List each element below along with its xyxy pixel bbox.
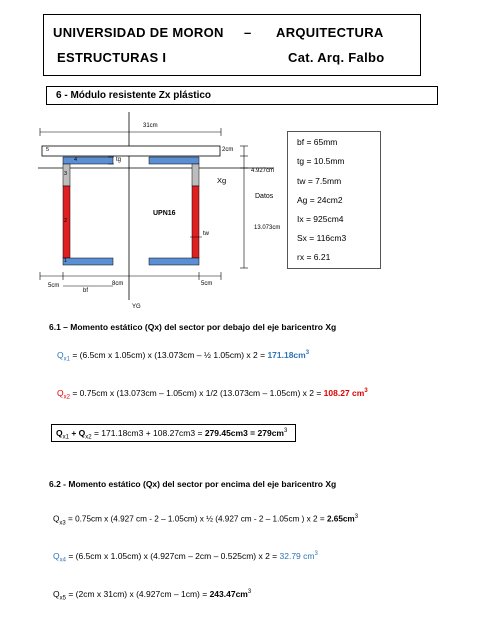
sector-1-label: 1	[64, 258, 68, 264]
tw-label: tw	[203, 231, 209, 237]
dim-5cm-left-label: 5cm	[48, 283, 60, 289]
ag-value: Ag = 24cm2	[297, 195, 343, 205]
sector-3-label: 3	[64, 171, 68, 177]
qx5-formula: $Q_{x5} = (2cm$ x 31cm) x $(4.927cm - 1cm) = 243.47cm^3$	[53, 589, 252, 602]
career-name: ARQUITECTURA	[276, 25, 384, 40]
tw-value: tw = 7.5mm	[297, 176, 342, 186]
header-dash: –	[244, 25, 252, 40]
qx4-formula: $Q_{x4} = (6.5cm$ x 1.05cm) x (4.927cm – 2cm – 0.525cm) x 2 = 32.79 $cm^3$	[53, 551, 318, 564]
sx-value: Sx = 116cm3	[297, 233, 347, 243]
qx2-formula: $Q_{x2} = 0.75cm$ x (13.073cm – 1.05cm) x 1/2 (13.073cm – 1.05cm) x 2 = 108.27 $cm^3$	[57, 388, 368, 401]
dim-13073-label: 13.073cm	[254, 225, 281, 231]
sector-4-label: 4	[74, 157, 78, 163]
right-top-flange	[149, 157, 199, 164]
qx3-formula: $Q_{x3} = 0.75cm$ x (4.927 cm - 2 – 1.05cm) x ½ (4.927 cm - 2 – 1.05cm ) x $2 = 2.65cm^3$	[53, 514, 359, 527]
bf-label: bf	[83, 288, 89, 294]
section-6-title: 6 - Módulo resistente Zx plástico	[46, 86, 438, 105]
left-top-flange	[63, 157, 113, 164]
yg-label: YG	[132, 304, 141, 310]
right-web-upper	[192, 164, 199, 186]
profile-label: UPN16	[153, 210, 176, 217]
tg-label: tg	[116, 157, 122, 163]
ix-value: Ix = 925cm4	[297, 214, 344, 224]
dim-2cm-label: 2cm	[222, 147, 234, 153]
left-bottom-flange	[63, 258, 113, 265]
right-bottom-flange	[149, 258, 199, 265]
chair-name: Cat. Arq. Falbo	[288, 50, 385, 65]
university-name: UNIVERSIDAD DE MORON	[53, 25, 224, 40]
course-name: ESTRUCTURAS I	[57, 50, 167, 65]
right-web-lower	[192, 186, 199, 258]
qx1-formula: $Q_{x1} = (6.5cm$ x 1.05cm) x (13.073cm – ½ 1.05cm) x $2 = 171.18cm^3$	[57, 350, 310, 363]
dim-8cm-label: 8cm	[112, 281, 124, 287]
rx-value: rx = 6.21	[297, 252, 331, 262]
qx-sum-box: $Q_{x1} + Q_{x2} = 171.18cm3 + 108.27cm3 = 279.45cm3 = 279cm^3$	[51, 424, 296, 442]
subsection-6-1-heading: 6.1 – Momento estático (Qx) del sector por debajo del eje baricentro Xg	[49, 322, 337, 332]
xg-label: Xg	[217, 176, 227, 185]
top-plate	[42, 146, 220, 156]
dim-4927-label: 4.927cm	[251, 168, 275, 174]
datos-label: Datos	[255, 193, 274, 200]
sector-5-label: 5	[46, 147, 50, 153]
dim-5cm-right-label: 5cm	[201, 281, 213, 287]
bf-value: bf = 65mm	[297, 137, 338, 147]
subsection-6-2-heading: 6.2 - Momento estático (Qx) del sector por encima del eje baricentro Xg	[49, 479, 337, 489]
section-data-box	[287, 131, 381, 269]
sector-2-label: 2	[64, 218, 68, 224]
dim-31cm-label: 31cm	[143, 123, 158, 129]
tg-value: tg = 10.5mm	[297, 156, 345, 166]
